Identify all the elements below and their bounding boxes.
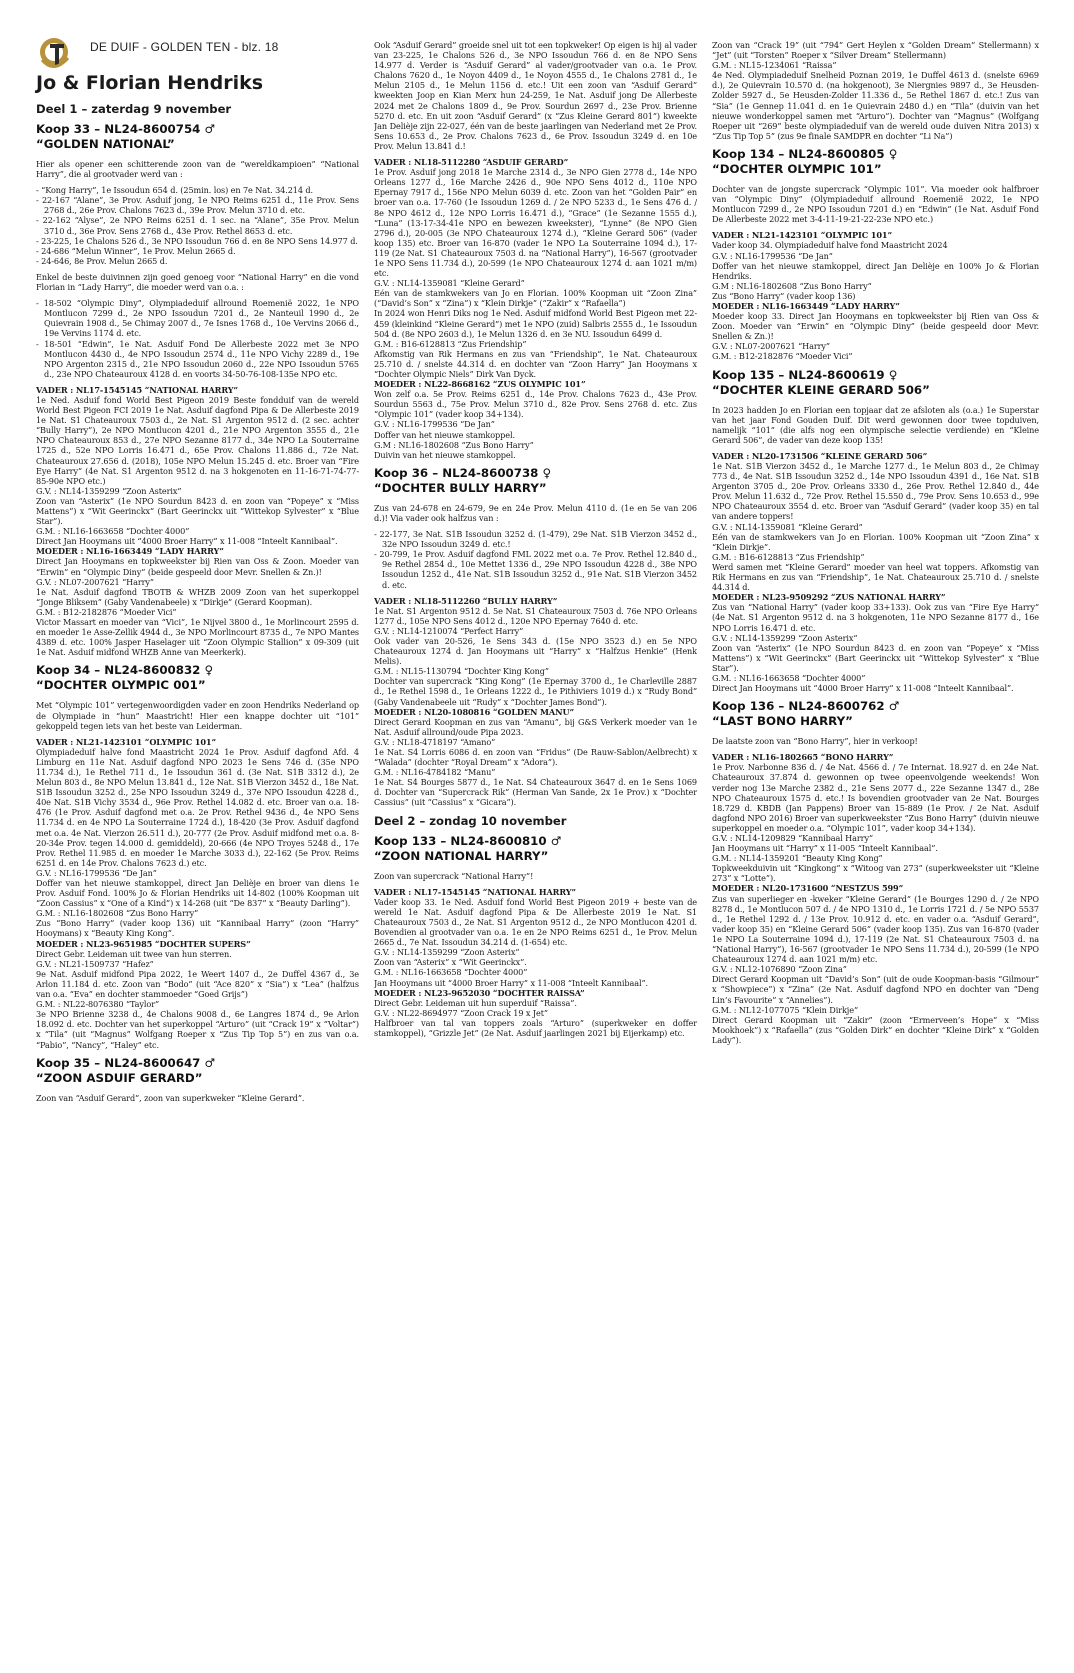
koop-36-title: Koop 36 – NL24-8600738 ♀ <box>374 465 552 480</box>
moeder-title: MOEDER : NL23-9509292 “ZUS NATIONAL HARRY” <box>712 592 946 603</box>
koop-135-intro: In 2023 hadden Jo en Florian een topjaar dat ze afsloten als (o.a.) 1e Superstar van het jaar Fond Gouden Duif. Dit werd gewonnen door twee topduiven, namelijk “101” (die alfs nog een olympische selectie verdiende) en “Kleine Gerard 506”, de vader van deze koop 135! <box>712 404 1039 445</box>
column-1 <box>36 100 359 1673</box>
koop-36-list <box>374 529 697 590</box>
moeder-title: MOEDER : NL22-8668162 “ZUS OLYMPIC 101” <box>374 379 586 390</box>
koop-136-intro: De laatste zoon van “Bono Harry”, hier in verkoop! <box>712 736 918 747</box>
column-2 <box>374 40 697 1613</box>
koop-133-intro: Zoon van supercrack “National Harry”! <box>374 870 534 881</box>
koop-35-continued: Ook “Asduif Gerard” groeide snel uit tot een topkweker! Op eigen is hij al vader van 23-225, 1e Chalons 526 d., 3e NPO Issoudun 766 d. en 8e NPO Sens 14.977 d. Verder is “Asduif Gerard” al vader/grootvader van o.a. 1e Prov. Chalons 7620 d., 1e Noyon 4409 d., 1e Noyon 4555 d., 1e Chalons 2781 d., 1e Melun 2105 d., 1e Melun 1156 d. etc.! Uit een zoon van “Asduif Gerard” kweekten Joop en Kian Merx hun 24-259, 1e Nat. Asduif jong De Allerbeste 2024 met 2e Chalons 1809 d., 9e Prov. Sourdun 2697 d., 23e Prov. Brienne 5270 d. etc. En uit zoon “Asduif Gerard” (x “Zus Kleine Gerard 801”) kweekte Jan Delièje zijn 22-027, één van de beste jaarlingen van Nederland met 2e Prov. Sens 10.653 d., 2e Prov. Chalons 7623 d., 6e Prov. Issoudun 3249 d. en 10e Prov. Melun 13.841 d.! <box>374 40 697 151</box>
header-text: DE DUIF - GOLDEN TEN - blz. 18 <box>90 40 279 54</box>
vader-title: VADER : NL18-5112280 “ASDUIF GERARD” <box>374 157 569 168</box>
moeder-title: MOEDER : NL23-9652030 “DOCHTER RAISSA” <box>374 987 585 998</box>
koop-34-title: Koop 34 – NL24-8600832 ♀ <box>36 663 214 678</box>
koop-35-intro: Zoon van “Asduif Gerard”, zoon van superkweker “Kleine Gerard”. <box>36 1092 305 1103</box>
vader-title: VADER : NL17-1545145 “NATIONAL HARRY” <box>36 384 239 395</box>
list-item: - 23-225, 1e Chalons 526 d., 3e NPO Issoudun 766 d. en 8e NPO Sens 14.977 d. <box>36 235 358 246</box>
list-item: - “Kong Harry”, 1e Issoudun 654 d. (25min. los) en 7e Nat. 34.214 d. <box>36 185 313 196</box>
list-item: - 18-501 “Edwin”, 1e Nat. Asduif Fond De Allerbeste 2022 met 3e NPO Montlucon 4430 d., 4e NPO Issoudun 2574 d., 11e NPO Vichy 2289 d., 19e NPO Argenton 2315 d., 21e NPO Issoudun 2060 d., 22e NPO Issoudun 5765 d., 23e NPO Chateauroux 4128 d. en voorts 34-50-76-108-135e NPO etc. <box>36 338 359 379</box>
koop-133-name: “ZOON NATIONAL HARRY” <box>374 848 549 863</box>
moeder-title: MOEDER : NL20-1080816 “GOLDEN MANU” <box>374 706 575 717</box>
moeder-title: MOEDER : NL20-1731600 “NESTZUS 599” <box>712 883 904 894</box>
koop-33-vader: VADER : NL17-1545145 “NATIONAL HARRY” 1e Ned. Asduif fond World Best Pigeon 2019 Beste fondduif van de wereld World Best Pigeon FCI 2019 1e Nat. Asduif dagfond Pipa & De Allerbeste 2019 1e Nat. S1 Chateauroux 7503 d., 2e Nat. S1 Argenton 9512 d. (2 sec. achter “Bully Harry”), 2e NPO Montlucon 4201 d., 21e NPO Argenton 3555 d., 21e NPO Chateauroux 853 d., 27e NPO Sezanne 8177 d., 34e NPO La Souterraine 1725 d., 52e NPO Lorris 16.471 d., 65e Prov. Chalons 11.886 d., 72e Nat. Chateauroux 27.656 d. (2018), 105e NPO Melun 15.245 d. etc. Broer van “Fire Eye Harry” (4e Nat. S1 Argenton 9512 d. na 3 hokgenoten en 11-16-71-74-77-85-90e NPO etc.) G.V. : NL14-1359299 “Zoon Asterix” Zoon van “Asterix” (1e NPO Sourdun 8423 d. en zoon van “Popeye” x “Miss Mattens”) x “Wit Geerinckx” (Bart Geerinckx uit “Wittekop Sylvester” x “Blue Star”). G.M. : NL16-1663658 “Dochter 4000” Direct Jan Hooymans uit “4000 Broer Harry” x 11-008 “Inteelt Kannibaal”. MOEDER : NL16-1663449 “LADY HARRY” Direct Jan Hooymans en topkweekster bij Rien van Oss & Zoon. Moeder van “Erwin” en “Olympic Diny” (beide gespeeld door Mevr. Snellen & Zn.)! G.V. : NL07-2007621 “Harry” 1e Nat. Asduif dagfond TBOTB & WHZB 2009 Zoon van het superkoppel “Jonge Bliksem” (Gaby Vandenabeele) x “Dirkje” (Gerard Koopman). G.M. : B12-2182876 “Moeder Vici” Victor Massart en moeder van “Vici”, 1e Nijvel 3800 d., 1e Morlincourt 2595 d. en moeder 1e Asse-Zellik 4944 d., 3e NPO Morlincourt 8735 d., 7e NPO Mantes 4389 d. etc. 100% Jasper Haselager uit “Zoon Olympic Stallion” x 09-309 (uit 1e Nat. Asduif midfond WHZB Anne van Meerkerk). <box>36 384 359 658</box>
vader-title: VADER : NL21-1423101 “OLYMPIC 101” <box>36 736 217 747</box>
koop-34-name: “DOCHTER OLYMPIC 001” <box>36 678 206 693</box>
koop-134-title: Koop 134 – NL24-8600805 ♀ <box>712 146 898 161</box>
koop-35-name: “ZOON ASDUIF GERARD” <box>36 1070 203 1085</box>
list-item: - 22-162 “Alyse”, 2e NPO Reims 6251 d. 1 sec. na “Alane”, 35e Prov. Melun 3710 d., 36e Prov. Sens 2768 d., 43e Prov. Rethel 8653 d. etc. <box>36 215 359 236</box>
koop-136-name: “LAST BONO HARRY” <box>712 714 853 729</box>
moeder-title: MOEDER : NL16-1663449 “LADY HARRY” <box>712 300 900 311</box>
page-title: Jo & Florian Hendriks <box>36 72 264 94</box>
koop-133-title: Koop 133 – NL24-8600810 ♂ <box>374 833 562 848</box>
koop-135-name: “DOCHTER KLEINE GERARD 506” <box>712 382 930 397</box>
section-title-deel-2: Deel 2 – zondag 10 november <box>374 813 567 828</box>
koop-36-vader: VADER : NL18-5112260 “BULLY HARRY” 1e Nat. S1 Argenton 9512 d. 5e Nat. S1 Chateauroux 7503 d. 76e NPO Orleans 1277 d., 105e NPO Sens 4012 d., 120e NPO Epernay 7640 d. etc. G.V. : NL14-1210074 “Perfect Harry” Ook vader van 20-526, 1e Sens 343 d. (15e NPO 3523 d.) en 5e NPO Chateauroux 1274 d. Jan Hooymans uit “Harry” x “Halfzus Henkie” (Henk Melis). G.M. : NL15-1130794 “Dochter King Kong” Dochter van supercrack “King Kong” (1e Epernay 3700 d., 1e Charleville 2887 d., 1e Rethel 1598 d., 1e Orleans 1222 d., 1e Pithiviers 1019 d.) x “Rudy Bond” (Gaby Vandenabeele uit “Rudy” x “Dochter James Bond”). MOEDER : NL20-1080816 “GOLDEN MANU” Direct Gerard Koopman en zus van “Amanu”, bij G&S Verkerk moeder van 1e Nat. Asduif allround/oude Pipa 2023. G.V. : NL18-4718197 “Amano” 1e Nat. S4 Lorris 6086 d. en zoon van “Fridus” (De Rauw-Sablon/Aelbrecht) x “Walada” (dochter “Royal Dream” x “Adora”). G.M. : NL16-4784182 “Manu” 1e Nat. S4 Bourges 5877 d., 1e Nat. S4 Chateauroux 3647 d. en 1e Sens 1069 d. Dochter van “Supercrack Rik” (Herman Van Sande, 2x 1e Prov.) x “Dochter Cassius” (uit “Cassius” x “Gicara”). <box>374 595 697 808</box>
koop-135-vader: VADER : NL20-1731506 “KLEINE GERARD 506” 1e Nat. S1B Vierzon 3452 d., 1e Marche 1277 d., 1e Melun 803 d., 2e Chimay 773 d., 4e Nat. S1B Issoudun 3252 d., 14e NPO Issoudun 4391 d., 16e Nat. S1B Argenton 3705 d., 20e Prov. Orleans 3330 d., 26e Prov. Rethel 12.840 d., 44e Prov. Melun 11.632 d., 72e Prov. Rethel 15.550 d., 79e Prov. Sens 10.653 d., 99e NPO Chateauroux 3554 d. etc. Broer van “Asduif Gerard” (vader koop 35) en tal van andere toppers! G.V. : NL14-1359081 “Kleine Gerard” Eén van de stamkwekers van Jo en Florian. 100% Koopman uit “Zoon Zina” x “Klein Dirkje”. G.M. : B16-6128813 “Zus Friendship” Werd samen met “Kleine Gerard” moeder van heel wat toppers. Afkomstig van Rik Hermans en zus van “Friendship”, 1e Nat. Chateauroux 25.710 d. / snelste 44.314 d. MOEDER : NL23-9509292 “ZUS NATIONAL HARRY” Zus van “National Harry” (vader koop 33+133). Ook zus van “Fire Eye Harry” (4e Nat. S1 Argenton 9512 d. na 3 hokgenoten, 11e NPO Sezanne 8177 d., 16e NPO Lorris 16.471 d. etc. G.V. : NL14-1359299 “Zoon Asterix” Zoon van “Asterix” (1e NPO Sourdun 8423 d. en zoon van “Popeye” x “Miss Mattens”) x “Wit Geerinckx” (Bart Geerinckx uit “Wittekop Sylvester” x “Blue Star”). G.M. : NL16-1663658 “Dochter 4000” Direct Jan Hooymans uit “4000 Broer Harry” x 11-008 “Inteelt Kannibaal”. <box>712 450 1039 694</box>
moeder-title: MOEDER : NL16-1663449 “LADY HARRY” <box>36 546 224 557</box>
list-item: - 24-646, 8e Prov. Melun 2665 d. <box>36 255 168 266</box>
koop-35-vader: VADER : NL18-5112280 “ASDUIF GERARD” 1e Prov. Asduif jong 2018 1e Marche 2314 d., 3e NPO Gien 2778 d., 14e NPO Orleans 1277 d., 16e Marche 2426 d., 90e NPO Sens 4012 d., 110e NPO Epernay 7917 d., 156e NPO Melun 6039 d. etc. Zoon van het “Golden Pair” en broer van o.a. 17-760 (1e Issoudun 1269 d. / 2e NPO 5233 d., 1e Sens 476 d. / 8e NPO 4612 d., 12e NPO Lorris 16.471 d.), “Grace” (1e Sezanne 1555 d.), “Luna” (13-17-34-41e NPO en bewezen kweekster), “Lynne” (8e NPO Gien 2796 d.), 20-005 (3e NPO Chateauroux 1274 d.), “Kleine Gerard 506” (vader koop 135) etc. Broer van 16-870 (vader 1e NPO La Souterraine 1094 d.), 17-119 (2e Nat. S1 Chateauroux 7503 d. na “National Harry”), 16-567 (grootvader 1e NPO Sens 11.734 d.), 20-599 (1e NPO Chateauroux 1274 d. aan 1021 m/m) etc. G.V. : NL14-1359081 “Kleine Gerard” Eén van de stamkwekers van Jo en Florian. 100% Koopman uit “Zoon Zina” (“David’s Son” x “Zina”) x “Klein Dirkje” (“Zakir” x “Rafaella”) In 2024 won Henri Diks nog 1e Ned. Asduif midfond World Best Pigeon met 22-459 (kleinkind “Kleine Gerard”) met 1e NPO (zuid) Salbris 2555 d., 1e Issoudun 504 d. (8e NPO 2603 d.), 1e Melun 1326 d. en 3e NU. Issoudun 6499 d. G.M. : B16-6128813 “Zus Friendship” Afkomstig van Rik Hermans en zus van “Friendship”, 1e Nat. Chateauroux 25.710 d. / snelste 44.314 d. en dochter van “Zoon Harry” Jan Hooymans x “Dochter Olympic Niels” Dirk Van Dyck. MOEDER : NL22-8668162 “ZUS OLYMPIC 101” Won zelf o.a. 5e Prov. Reims 6251 d., 14e Prov. Chalons 7623 d., 43e Prov. Sourdun 5563 d., 75e Prov. Melun 3710 d., 82e Prov. Sens 2768 d. etc. Zus “Olympic 101” (vader koop 34+134). G.V. : NL16-1799536 “De Jan” Doffer van het nieuwe stamkoppel. G.M : NL16-1802608 “Zus Bono Harry” Duivin van het nieuwe stamkoppel. <box>374 157 697 460</box>
koop-134-vader: VADER : NL21-1423101 “OLYMPIC 101” Vader koop 34. Olympiadeduif halve fond Maastricht 2024 G.V. : NL16-1799536 “De Jan” Doffer van het nieuwe stamkoppel, direct Jan Delièje en 100% Jo & Florian Hendriks. G.M : NL16-1802608 “Zus Bono Harry” Zus “Bono Harry” (vader koop 136) MOEDER : NL16-1663449 “LADY HARRY” Moeder koop 33. Direct Jan Hooymans en topkweekster bij Rien van Oss & Zoon. Moeder van “Erwin” en “Olympic Diny” (beide gespeeld door Mevr. Snellen & Zn.)! G.V. : NL07-2007621 “Harry” G.M. : B12-2182876 “Moeder Vici” <box>712 230 1039 362</box>
vader-title: VADER : NL20-1731506 “KLEINE GERARD 506” <box>712 450 928 461</box>
moeder-title: MOEDER : NL23-9651985 “DOCHTER SUPERS” <box>36 938 251 949</box>
koop-33-intro: Hier als opener een schitterende zoon van de “wereldkampioen” “National Harry”, die al grootvader werd van : <box>36 159 359 180</box>
koop-133-continued: Zoon van “Crack 19” (uit “794” Gert Heylen x “Golden Dream” Stellermann) x “Jet” (uit “Torsten” Roeper x “Silver Dream” Stellermann) G.M. : NL15-1234061 “Raissa” 4e Ned. Olympiadeduif Snelheid Poznan 2019, 1e Duffel 4613 d. (snelste 6969 d.), 2e Quievrain 10.570 d. (na hokgenoot), 3e Niergnies 9897 d., 3e Heusden-Zolder 5927 d., 5e Heusden-Zolder 11.336 d., 5e Rethel 1867 d. etc.! Zus van “Sia” (1e Gennep 11.041 d. en 1e Quievrain 2480 d.) en “Tila” (duivin van het nieuwe wonderkoppel samen met “Arturo”). Dochter van “Magnus” (Wolfgang Roeper uit “269” beste olympiadeduif van de wereld oude duiven Nitra 2013) x “Zus Tip Top 5” (zus 9e finale SAMDPR en dochter “Li Na”) <box>712 40 1039 141</box>
koop-36-name: “DOCHTER BULLY HARRY” <box>374 480 547 495</box>
list-item: - 22-177, 3e Nat. S1B Issoudun 3252 d. (1-479), 29e Nat. S1B Vierzon 3452 d., 32e NPO Issoudun 3249 d. etc.! <box>374 529 697 550</box>
koop-134-intro: Dochter van de jongste supercrack “Olympic 101”. Via moeder ook halfbroer van “Olympic Diny” (Olympiadeduif allround Roemenië 2022, 1e NPO Montlucon 7299 d., 2e NPO Issoudun 7201 d.) en “Edwin” (1e Nat. Asduif Fond De Allerbeste 2022 met 3-4-11-19-21-22-23e NPO etc.) <box>712 183 1039 225</box>
koop-34-intro: Met “Olympic 101” vertegenwoordigden vader en zoon Hendriks Nederland op de Olympiade in “hun” Maastricht! Hier een knappe dochter uit “101” gekoppeld tegen iets van het beste van Leiderman. <box>36 700 359 731</box>
vader-title: VADER : NL21-1423101 “OLYMPIC 101” <box>712 230 893 241</box>
vader-title: VADER : NL16-1802665 “BONO HARRY” <box>712 752 894 763</box>
koop-133-vader: VADER : NL17-1545145 “NATIONAL HARRY” Vader koop 33. 1e Ned. Asduif fond World Best Pigeon 2019 + beste van de wereld 1e Nat. Asduif dagfond Pipa & De Allerbeste 2019 1e Nat. S1 Chateauroux 7503 d., 2e Nat. S1 Argenton 9512 d., 2e NPO Montlucon 4201 d. Bovendien al grootvader van o.a. 1e en 2e NPO Reims 6251 d., 1e Prov. Melun 2665 d., 7e Nat. Issoudun 34.214 d. (1-654) etc. G.V. : NL14-1359299 “Zoon Asterix” Zoon van “Asterix” x “Wit Geerinckx”. G.M. : NL16-1663658 “Dochter 4000” Jan Hooymans uit “4000 Broer Harry” x 11-008 “Inteelt Kannibaal”. MOEDER : NL23-9652030 “DOCHTER RAISSA” Direct Gebr. Leideman uit hun superduif “Raissa”. G.V. : NL22-8694977 “Zoon Crack 19 x Jet” Halfbroer van tal van toppers zoals “Arturo” (superkweker en doffer stamkoppel), “Grizzle Jet” (2e Nat. Asduif jaarlingen 2021 bij Eijerkamp) etc. <box>374 886 697 1038</box>
list-item: - 20-799, 1e Prov. Asduif dagfond FML 2022 met o.a. 7e Prov. Rethel 12.840 d., 9e Rethel 2854 d., 10e Mettet 1336 d., 29e NPO Issoudun 4228 d., 38e NPO Issoudun 1252 d., 41e Nat. S1B Issoudun 3252 d., 91e Nat. S1B Vierzon 3452 d. etc. <box>374 549 697 590</box>
koop-135-title: Koop 135 – NL24-8600619 ♀ <box>712 367 898 382</box>
koop-136-title: Koop 136 – NL24-8600762 ♂ <box>712 699 900 714</box>
list-item: - 18-502 “Olympic Diny”, Olympiadeduif allround Roemenië 2022, 1e NPO Montlucon 7299 d., 2e NPO Issoudun 7201 d., 2e Nanteuil 1990 d., 2e Quievrain 1908 d., 5e Chimay 2007 d., 7e Isnes 1768 d., 10e Vervins 2066 d., 19e Vervins 1174 d. etc. <box>36 298 359 339</box>
list-item: - 22-167 “Alane”, 3e Prov. Asduif jong, 1e NPO Reims 6251 d., 11e Prov. Sens 2768 d., 26e Prov. Chalons 7623 d., 39e Prov. Melun 3710 d. etc. <box>36 195 359 216</box>
koop-136-vader: VADER : NL16-1802665 “BONO HARRY” 1e Prov. Narbonne 836 d. / 4e Nat. 4566 d. / 7e Internat. 18.927 d. en 24e Nat. Chateauroux 37.874 d. gewonnen op twee opeenvolgende weekends! Won verder nog 13e Marche 2382 d., 21e Sens 2077 d., 22e Sezanne 1347 d., 28e NPO Chateauroux 1575 d. etc.! Is bovendien grootvader van 2e Nat. Bourges 18.729 d. KBDB (Jan Pappens) Broer van 15-889 (1e Prov. / 2e Nat. Asduif dagfond NPO 2016) Broer van superkweekster “Zus Bono Harry” (duivin nieuwe superkoppel en moeder o.a. “Olympic 101”, vader koop 34+134). G.V. : NL14-1209829 “Kannibaal Harry” Jan Hooymans uit “Harry” x 11-005 “Inteelt Kannibaal”. G.M. : NL14-1359201 “Beauty King Kong” Topkweekduivin uit “Kingkong” x “Witoog van 273” (superkweekster uit “Kleine 273” x “Lotte”). MOEDER : NL20-1731600 “NESTZUS 599” Zus van superlieger en -kweker “Kleine Gerard” (1e Bourges 1290 d. / 2e NPO 8278 d., 1e Montlucon 507 d. / 4e NPO 1310 d., 1e Lorris 1721 d. / 5e NPO 5537 d., 1e Rethel 1292 d. / 13e Prov. 10.912 d. etc. en vader o.a. “Asduif Gerard”, vader koop 35) en “Kleine Gerard 506” (vader koop 135). Zus van 16-870 (vader 1e NPO La Souterraine 1094 d.), 17-119 (2e Nat. S1 Chateauroux 7503 d. na “National Harry”), 16-567 (grootvader 1e NPO Sens 11.734 d.), 20-599 (1e NPO Chateauroux 1274 d. aan 1021 m/m) etc. G.V. : NL12-1076890 “Zoon Zina” Direct Gerard Koopman uit “David’s Son” (uit de oude Koopman-basis “Gilmour” x “Showpiece”) x “Zina” (2e Nat. Asduif dagfond NPO en dochter van “Deng Lin’s Favourite” x “Annelies”). G.M. : NL12-1077075 “Klein Dirkje” Direct Gerard Koopman uit “Zakir” (zoon “Ermerveen’s Hope” x “Miss Mookhoek”) x “Rafaella” (zus “Golden Dirk” en dochter “Kleine Dirk” x “Golden Lady”). <box>712 752 1039 1045</box>
column-3 <box>712 40 1039 1613</box>
list-item: - 24-686 “Melun Winner”, 1e Prov. Melun 2665 d. <box>36 245 236 256</box>
vader-title: VADER : NL17-1545145 “NATIONAL HARRY” <box>374 886 577 897</box>
koop-33-name: “GOLDEN NATIONAL” <box>36 137 175 151</box>
koop-36-intro: Zus van 24-678 en 24-679, 9e en 24e Prov. Melun 4110 d. (1e en 5e van 206 d.)! Via vader ook halfzus van : <box>374 502 697 523</box>
koop-35-title: Koop 35 – NL24-8600647 ♂ <box>36 1055 216 1070</box>
vader-title: VADER : NL18-5112260 “BULLY HARRY” <box>374 595 558 606</box>
koop-33-title: Koop 33 – NL24-8600754 ♂ <box>36 122 216 136</box>
koop-33-list <box>36 185 359 266</box>
koop-134-name: “DOCHTER OLYMPIC 101” <box>712 161 882 176</box>
koop-34-vader: VADER : NL21-1423101 “OLYMPIC 101” Olympiadeduif halve fond Maastricht 2024 1e Prov. Asduif dagfond Afd. 4 Limburg en 11e Nat. Asduif dagfond NPO 2023 1e Sens 746 d. (35e NPO 11.734 d.), 1e Rethel 711 d., 1e Issoudun 361 d. (3e Nat. S1B 3312 d.), 2e Melun 803 d., 8e NPO Melun 13.841 d., 12e Nat. S1B Vierzon 3452 d., 18e Nat. S1B Issoudun 3252 d., 25e NPO Issoudun 3249 d., 37e NPO Issoudun 4228 d., 40e Nat. S1B Vichy 3534 d., 96e Prov. Rethel 14.082 d. etc. Broer van o.a. 18-476 (1e Prov. Asduif dagfond met o.a. 2e Prov. Rethel 9436 d., 4e NPO Sens 11.734 d. en 4e NPO La Souterraine 1724 d.), 18-420 (3e Prov. Asduif dagfond met o.a. 4e Nat. Vierzon 26.511 d.), 20-777 (2e Prov. Asduif midfond met o.a. 8-20-34e Prov. tegen 14.000 d. gemiddeld), 20-666 (4e NPO Troyes 5248 d., 17e Prov. Rethel 11.985 d. en moeder 1e Marche 3033 d.), 22-162 (5e Prov. Reims 6251 d. en 14e Prov. Chalons 7623 d.) etc. G.V. : NL16-1799536 “De Jan” Doffer van het nieuwe stamkoppel, direct Jan Delièje en broer van diens 1e Prov. Asduif Fond. 100% Jo & Florian Hendriks uit 14-802 (100% Koopman uit “Zoon Cassius” x “One of a Kind”) x 14-268 (uit “De 837” x “Beauty Darling”). G.M. : NL16-1802608 “Zus Bono Harry” Zus “Bono Harry” (vader koop 136) uit “Kannibaal Harry” (zoon “Harry” Hooymans) x “Beauty King Kong”. MOEDER : NL23-9651985 “DOCHTER SUPERS” Direct Gebr. Leideman uit twee van hun sterren. G.V. : NL21-1509737 “Hafez” 9e Nat. Asduif midfond Pipa 2022, 1e Weert 1407 d., 2e Duffel 4367 d., 3e Arlon 11.184 d. etc. Zoon van “Bodo” (uit “Ace 820” x “Sia”) x “Lea” (halfzus van o.a. “Eva” en dochter stammoeder “Goed Grijs”) G.M. : NL22-8076380 “Taylor” 3e NPO Brienne 3238 d., 4e Chalons 9008 d., 6e Langres 1874 d., 9e Arlon 18.092 d. etc. Dochter van het superkoppel “Arturo” (uit “Crack 19” x “Voltar”) x “Tila” (uit “Magnus” Wolfgang Roeper x “Zus Tip Top 5”) en zus van o.a. “Pabio”, “Nancy”, “Haley” etc. <box>36 736 359 1050</box>
koop-33-p2: Enkel de beste duivinnen zijn goed genoeg voor “National Harry” en die vond Florian in “Lady Harry”, die moeder werd van o.a. : <box>36 271 359 293</box>
page-header <box>36 34 396 64</box>
koop-33-list2 <box>36 298 359 379</box>
section-title-deel-1: Deel 1 – zaterdag 9 november <box>36 102 232 116</box>
